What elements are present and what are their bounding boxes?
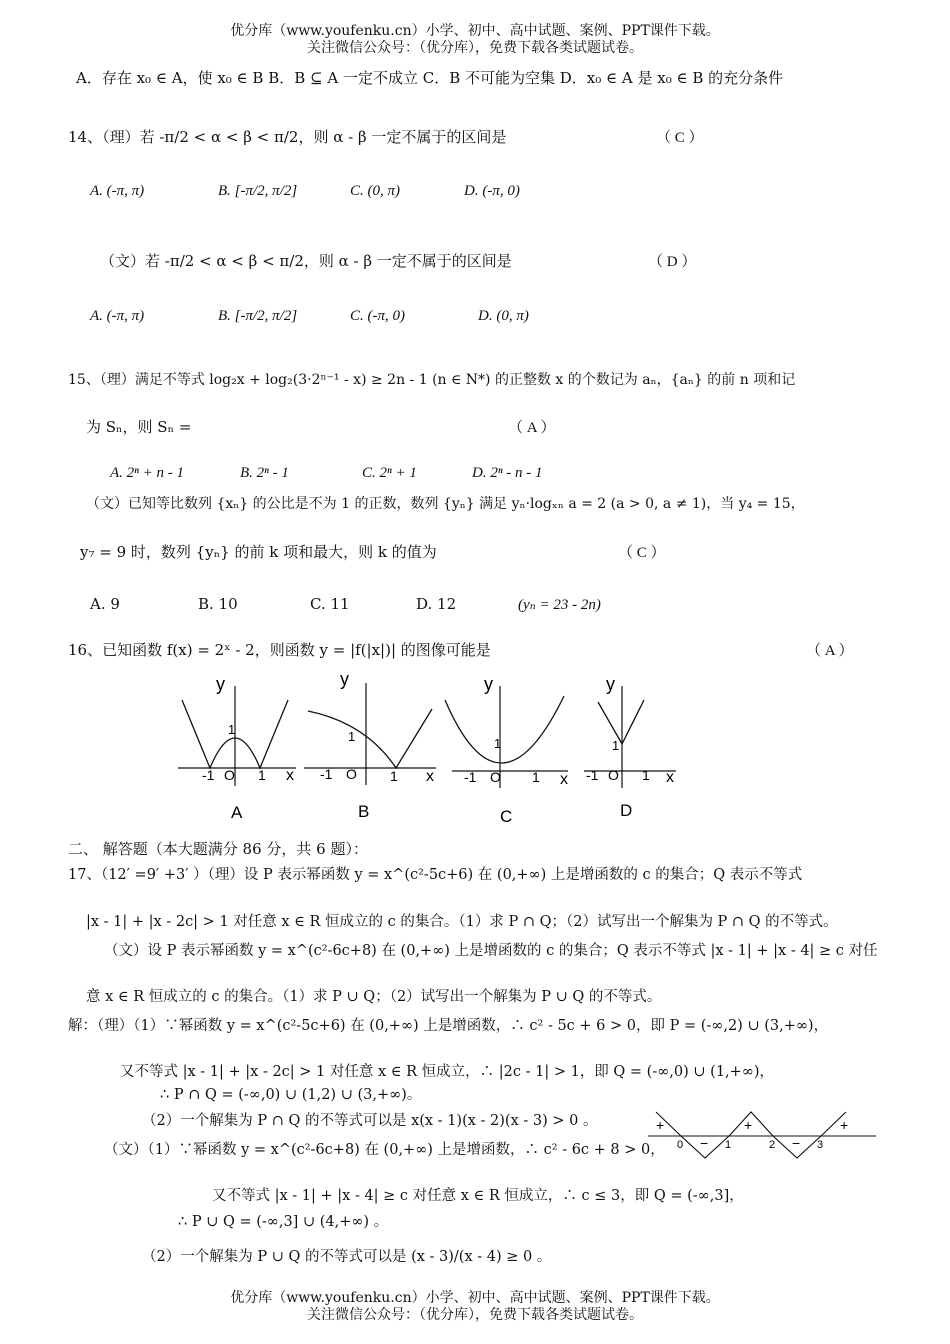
section-2-title: 二、 解答题（本大题满分 86 分，共 6 题）： bbox=[68, 840, 368, 858]
graph-d-tick-origin: O bbox=[608, 767, 619, 783]
q17-solution-line-8: （2）一个解集为 P ∪ Q 的不等式可以是 (x - 3)/(x - 4) ≥ 0 。 bbox=[142, 1249, 552, 1265]
q15-li-stem-2: 为 Sₙ，则 Sₙ = bbox=[86, 418, 192, 436]
q15-wen-answer: （ C ） bbox=[618, 545, 666, 561]
graph-b-tick-origin: O bbox=[346, 766, 357, 782]
sign-point-2: 2 bbox=[769, 1139, 776, 1151]
graph-c-y-tick: 1 bbox=[494, 736, 502, 751]
q17-solution-line-4: （2）一个解集为 P ∩ Q 的不等式可以是 x(x - 1)(x - 2)(x - 3) > 0 。 bbox=[142, 1113, 598, 1129]
q15-li-option-b: B. 2ⁿ - 1 bbox=[240, 465, 289, 481]
q17-solution-line-5: （文）（1）∵幂函数 y = x^(c²-6c+8) 在 (0,+∞) 上是增函数，∴ c² - 6c + 8 > 0， bbox=[104, 1142, 665, 1158]
q14-wen-option-c: C. (-π, 0) bbox=[350, 308, 406, 324]
q15-li-option-d: D. 2ⁿ - n - 1 bbox=[472, 465, 543, 481]
q15-wen-stem-2: y₇ = 9 时，数列 {yₙ} 的前 k 项和最大，则 k 的值为 bbox=[80, 543, 437, 561]
graph-d-y-tick: 1 bbox=[612, 738, 620, 753]
q15-wen-stem: （文）已知等比数列 {xₙ} 的公比是不为 1 的正数，数列 {yₙ} 满足 yₙ·logₓₙ a = 2 (a > 0, a ≠ 1)，当 y₄ = 15， bbox=[86, 496, 805, 512]
graph-b bbox=[304, 665, 454, 825]
q14-li-stem: 14、（理）若 -π/2 < α < β < π/2，则 α - β 一定不属于的区间是 bbox=[68, 128, 507, 146]
q14-li-option-c: C. (0, π) bbox=[350, 183, 401, 199]
q14-wen-option-a: A. (-π, π) bbox=[90, 308, 145, 324]
q14-li-option-b: B. [-π/2, π/2] bbox=[218, 183, 298, 199]
graph-d bbox=[584, 668, 684, 828]
graph-b-y-tick: 1 bbox=[348, 729, 356, 744]
sign-point-1: 1 bbox=[725, 1139, 732, 1151]
q14-li-option-d: D. (-π, 0) bbox=[464, 183, 520, 199]
q14-wen-option-d: D. (0, π) bbox=[478, 308, 529, 324]
footer-line-2: 关注微信公众号：（优分库），免费下载各类试题试卷。 bbox=[307, 1307, 643, 1323]
header-line-2: 关注微信公众号：（优分库），免费下载各类试题试卷。 bbox=[307, 40, 643, 56]
q15-wen-option-a: A. 9 bbox=[90, 595, 120, 613]
sign-chart bbox=[648, 1110, 882, 1170]
graph-c-y-label: y bbox=[484, 674, 493, 694]
q16-stem: 16、已知函数 f(x) = 2ˣ - 2，则函数 y = |f(|x|)| 的图像可能是 bbox=[68, 641, 491, 659]
q17-solution-line-6: 又不等式 |x - 1| + |x - 4| ≥ c 对任意 x ∈ R 恒成立，∴ c ≤ 3，即 Q = (-∞,3]， bbox=[212, 1188, 744, 1204]
q15-li-answer: （ A ） bbox=[508, 420, 556, 436]
q17-solution-line-7: ∴ P ∪ Q = (-∞,3] ∪ (4,+∞) 。 bbox=[178, 1214, 389, 1230]
sign-point-3: 3 bbox=[817, 1139, 824, 1151]
graph-b-tick-neg1: -1 bbox=[320, 766, 333, 782]
graph-d-curve bbox=[598, 700, 644, 744]
graph-c bbox=[440, 668, 580, 830]
graph-c-tick-1: 1 bbox=[532, 769, 540, 785]
header-line-1: 优分库（www.youfenku.cn）小学、初中、高中试题、案例、PPT课件下载。 bbox=[230, 23, 720, 39]
graph-a-label: A bbox=[231, 803, 243, 822]
graph-c-label: C bbox=[500, 807, 513, 826]
graph-a-tick-1: 1 bbox=[258, 767, 266, 783]
graph-b-x-label: x bbox=[426, 768, 434, 785]
graph-a-tick-neg1: -1 bbox=[202, 767, 215, 783]
q17-wen-line-1: （文）设 P 表示幂函数 y = x^(c²-6c+8) 在 (0,+∞) 上是增函数的 c 的集合；Q 表示不等式 |x - 1| + |x - 4| ≥ c 对任 bbox=[104, 943, 878, 959]
graph-b-curve bbox=[308, 709, 432, 768]
graph-a-tick-origin: O bbox=[224, 767, 235, 783]
q17-li-line-2: |x - 1| + |x - 2c| > 1 对任意 x ∈ R 恒成立的 c 的集合。（1）求 P ∩ Q；（2）试写出一个解集为 P ∩ Q 的不等式。 bbox=[86, 914, 838, 930]
q17-solution-line-3: ∴ P ∩ Q = (-∞,0) ∪ (1,2) ∪ (3,+∞)。 bbox=[160, 1087, 422, 1103]
sign-plus-1: + bbox=[656, 1117, 665, 1133]
graph-a-y-tick: 1 bbox=[228, 722, 236, 737]
q13-options: A．存在 x₀ ∈ A，使 x₀ ∈ B B．B ⊆ A 一定不成立 C．B 不可能为空集 D．x₀ ∈ A 是 x₀ ∈ B 的充分条件 bbox=[76, 69, 784, 87]
graph-a bbox=[178, 668, 308, 828]
graph-c-tick-neg1: -1 bbox=[464, 769, 477, 785]
q17-solution-line-1: 解：（理）（1）∵幂函数 y = x^(c²-5c+6) 在 (0,+∞) 上是增函数，∴ c² - 5c + 6 > 0，即 P = (-∞,2) ∪ (3,+∞)， bbox=[68, 1018, 829, 1034]
graph-b-y-label: y bbox=[340, 669, 349, 689]
graph-d-label: D bbox=[620, 801, 633, 820]
sign-point-0: 0 bbox=[677, 1139, 684, 1151]
sign-plus-3: + bbox=[840, 1117, 849, 1133]
sign-plus-2: + bbox=[744, 1117, 753, 1133]
graph-d-tick-neg1: -1 bbox=[586, 767, 599, 783]
graph-b-tick-1: 1 bbox=[390, 768, 398, 784]
q17-solution-line-2: 又不等式 |x - 1| + |x - 2c| > 1 对任意 x ∈ R 恒成立，∴ |2c - 1| > 1，即 Q = (-∞,0) ∪ (1,+∞)， bbox=[120, 1064, 775, 1080]
q17-wen-line-2: 意 x ∈ R 恒成立的 c 的集合。（1）求 P ∪ Q；（2）试写出一个解集为 P ∪ Q 的不等式。 bbox=[86, 989, 662, 1005]
graph-d-tick-1: 1 bbox=[642, 767, 650, 783]
q14-li-option-a: A. (-π, π) bbox=[90, 183, 145, 199]
graph-b-label: B bbox=[358, 802, 370, 821]
q15-wen-option-b: B. 10 bbox=[198, 595, 238, 613]
q15-wen-option-d: D. 12 bbox=[416, 595, 457, 613]
graph-d-x-label: x bbox=[666, 769, 674, 786]
q14-li-answer: （ C ） bbox=[656, 130, 704, 146]
q14-wen-answer: （ D ） bbox=[648, 254, 697, 270]
graph-d-y-label: y bbox=[606, 674, 615, 694]
graph-c-tick-origin: O bbox=[490, 769, 501, 785]
q15-li-stem: 15、（理）满足不等式 log₂x + log₂(3·2ⁿ⁻¹ - x) ≥ 2n - 1 (n ∈ N*) 的正整数 x 的个数记为 aₙ，{aₙ} 的前 n 项和记 bbox=[68, 372, 796, 388]
graph-c-curve bbox=[445, 696, 564, 763]
q15-wen-note: (yₙ = 23 - 2n) bbox=[518, 597, 601, 613]
q15-li-option-a: A. 2ⁿ + n - 1 bbox=[110, 465, 185, 481]
q15-wen-option-c: C. 11 bbox=[310, 595, 350, 613]
q14-wen-stem: （文）若 -π/2 < α < β < π/2，则 α - β 一定不属于的区间是 bbox=[100, 252, 512, 270]
footer-line-1: 优分库（www.youfenku.cn）小学、初中、高中试题、案例、PPT课件下载。 bbox=[230, 1290, 720, 1306]
sign-minus-1: − bbox=[700, 1135, 709, 1151]
q17-li-line-1: 17、（12′ =9′ +3′ ）（理）设 P 表示幂函数 y = x^(c²-5c+6) 在 (0,+∞) 上是增函数的 c 的集合；Q 表示不等式 bbox=[68, 867, 803, 883]
q16-answer: （ A ） bbox=[806, 643, 854, 659]
graph-a-x-label: x bbox=[286, 767, 294, 784]
sign-minus-2: − bbox=[792, 1135, 801, 1151]
q14-wen-option-b: B. [-π/2, π/2] bbox=[218, 308, 298, 324]
graph-a-y-label: y bbox=[216, 674, 225, 694]
graph-c-x-label: x bbox=[560, 771, 568, 788]
q15-li-option-c: C. 2ⁿ + 1 bbox=[362, 465, 417, 481]
